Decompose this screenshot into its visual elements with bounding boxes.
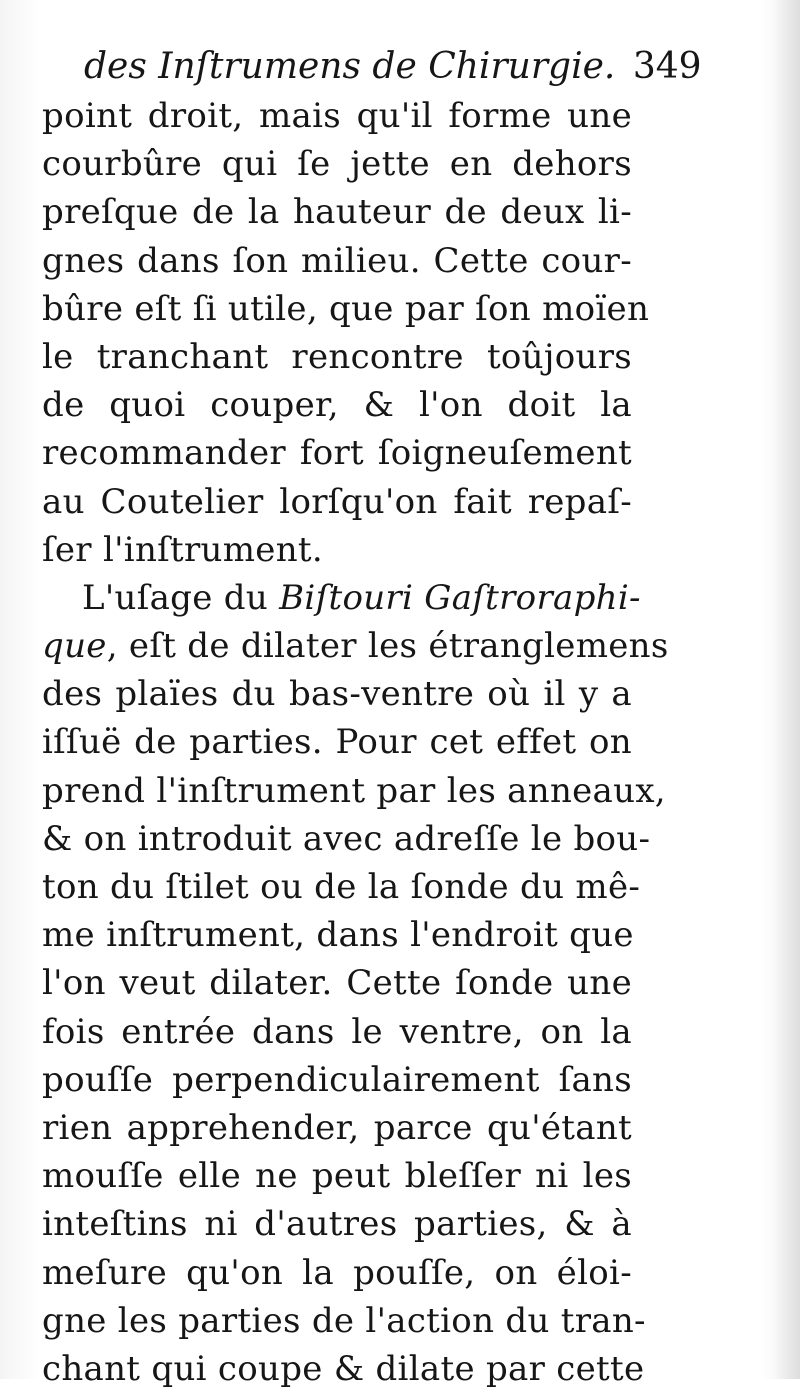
body-text (42, 92, 669, 1393)
text-line: gnes dans ſon milieu. Cette cour- (42, 240, 632, 281)
text-line: mouſſe elle ne peut bleſſer ni les (42, 1156, 632, 1197)
text-line: preſque de la hauteur de deux li- (42, 192, 632, 233)
page-header (84, 42, 702, 92)
text-line: prend l'inſtrument par les anneaux, (42, 770, 666, 811)
text-line: & on introduit avec adreſſe le bou- (42, 818, 651, 859)
text-line: des plaïes du bas-ventre où il y a (42, 674, 632, 715)
text-line: l'on veut dilater. Cette ſonde une (42, 963, 632, 1004)
text-line: ſer l'inſtrument. (42, 529, 323, 570)
text-line: chant qui coupe & dilate par cette (42, 1348, 645, 1389)
text-line: ton du ſtilet ou de la ſonde du mê- (42, 867, 641, 907)
text-line: fois entrée dans le ventre, on la (42, 1011, 632, 1052)
italic-term: que (42, 626, 107, 667)
text-line: le tranchant rencontre toûjours (42, 336, 632, 377)
text-line-paragraph-start (42, 574, 641, 622)
text-line: au Coutelier lorſqu'on fait repaſ- (42, 481, 632, 522)
text-line: me inſtrument, dans l'endroit que (42, 915, 634, 956)
text-line: meſure qu'on la pouſſe, on éloi- (42, 1252, 632, 1293)
text-line: recommander fort ſoigneuſement (42, 433, 632, 474)
italic-term: Biſtouri Gaſtroraphi- (279, 577, 641, 618)
page-number: 349 (632, 46, 702, 87)
text-line: point droit, mais qu'il forme une (42, 96, 632, 136)
running-title: des Inſtrumens de Chirurgie. (84, 46, 616, 87)
text-line: bûre eſt ſi utile, que par ſon moïen (42, 288, 650, 329)
text-line: courbûre qui ſe jette en dehors (42, 144, 632, 185)
text-line: inteſtins ni d'autres parties, & à (42, 1204, 632, 1245)
text-line: de quoi couper, & l'on doit la (42, 385, 632, 426)
text-line (42, 622, 669, 670)
text-segment: , eſt de dilater les étranglemens (106, 626, 669, 667)
text-line: gne les parties de l'action du tran- (42, 1300, 646, 1341)
text-line: iſſuë de parties. Pour cet effet on (42, 722, 632, 763)
text-line: rien apprehender, parce qu'étant (42, 1107, 632, 1148)
text-line: pouſſe perpendiculairement ſans (42, 1059, 632, 1100)
text-segment: L'uſage du (82, 577, 280, 618)
page-gutter-shadow (772, 0, 800, 1379)
